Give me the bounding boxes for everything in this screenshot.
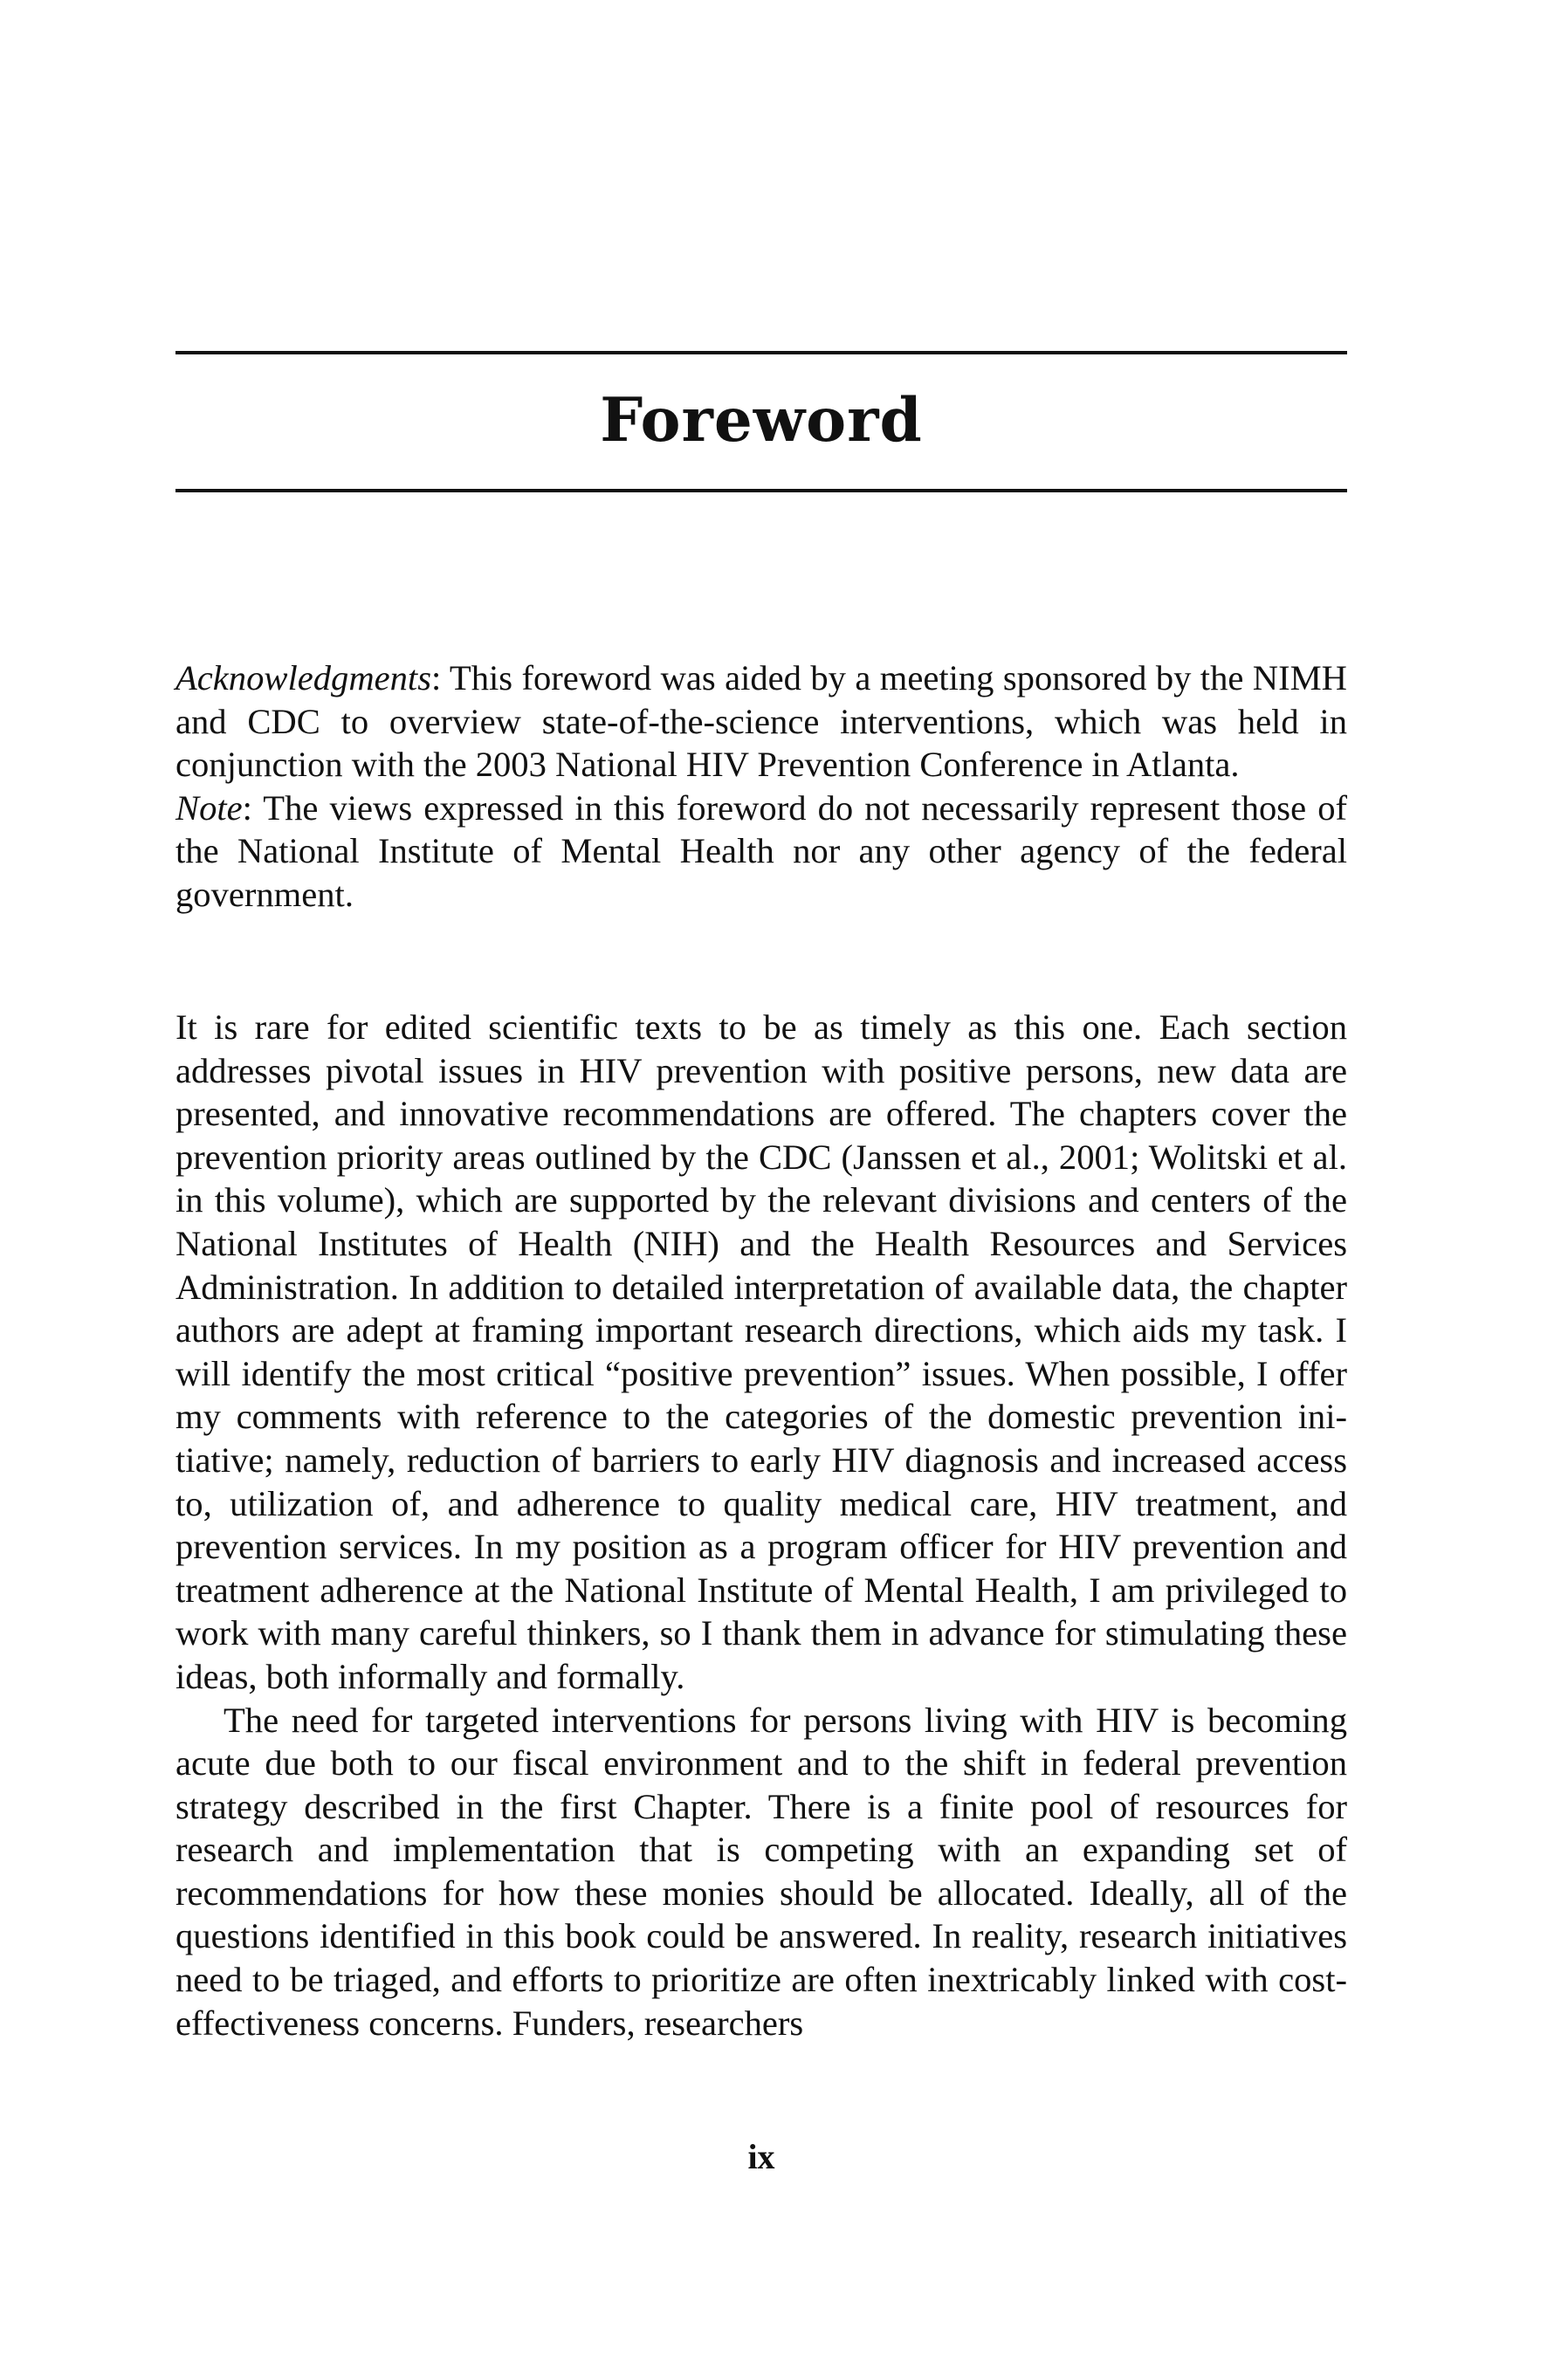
- title-rule-top: [175, 351, 1347, 354]
- front-notes: [175, 656, 1347, 917]
- body-paragraph-1: It is rare for edited scientific texts to be as timely as this one. Each section addresses pivotal issues in HIV prevention with positive persons, new data are presented, and innovative recommendations are offered. The chapters cover the prevention priority areas outlined by the CDC (Janssen et al., 2001; Wolitski et al. in this volume), which are supported by the relevant divisions and centers of the National Institutes of Health (NIH) and the Health Resources and Services Administration. In addition to detailed interpretation of available data, the chapter authors are adept at framing important research directions, which aids my task. I will identify the most critical “positive prevention” issues. When possible, I offer my comments with reference to the categories of the domestic prevention initiative; namely, reduction of barriers to early HIV diagnosis and increased access to, utilization of, and adherence to quality medical care, HIV treatment, and prevention services. In my position as a program officer for HIV prevention and treatment adherence at the National Institute of Mental Health, I am privileged to work with many careful thinkers, so I thank them in advance for stimulating these ideas, both informally and formally.: [175, 1007, 1347, 1696]
- acknowledgments-paragraph: [175, 656, 1347, 787]
- note-text: : The views expressed in this foreword do not necessarily represent those of the National Institute of Mental Health nor any other agency of the federal government.: [175, 787, 1347, 914]
- acknowledgments-label: Acknowledgments: [175, 658, 431, 697]
- page-number: ix: [747, 2137, 775, 2176]
- note-paragraph: [175, 787, 1347, 917]
- title-rule-bottom: [175, 489, 1347, 492]
- note-label: Note: [175, 787, 243, 828]
- body-paragraph-2: The need for targeted interventions for persons living with HIV is becoming acute due both to our fiscal environment and to the shift in federal prevention strategy described in the first Chapter. There is a finite pool of resources for research and implementation that is competing with an expanding set of recommendations for how these monies should be allocated. Ideally, all of the questions identified in this book could be answered. In reality, research initiatives need to be triaged, and efforts to prioritize are often inextricably linked with cost-effectiveness concerns. Funders, researchers: [175, 1700, 1347, 2043]
- chapter-title: Foreword: [600, 385, 923, 456]
- acknowledgments-text: : This foreword was aided by a meeting sponsored by the NIMH and CDC to overview state-of-the-science interventions, which was held in conjunction with the 2003 National HIV Prevention Conference in Atlanta.: [175, 658, 1347, 785]
- main-text: [175, 1006, 1347, 2044]
